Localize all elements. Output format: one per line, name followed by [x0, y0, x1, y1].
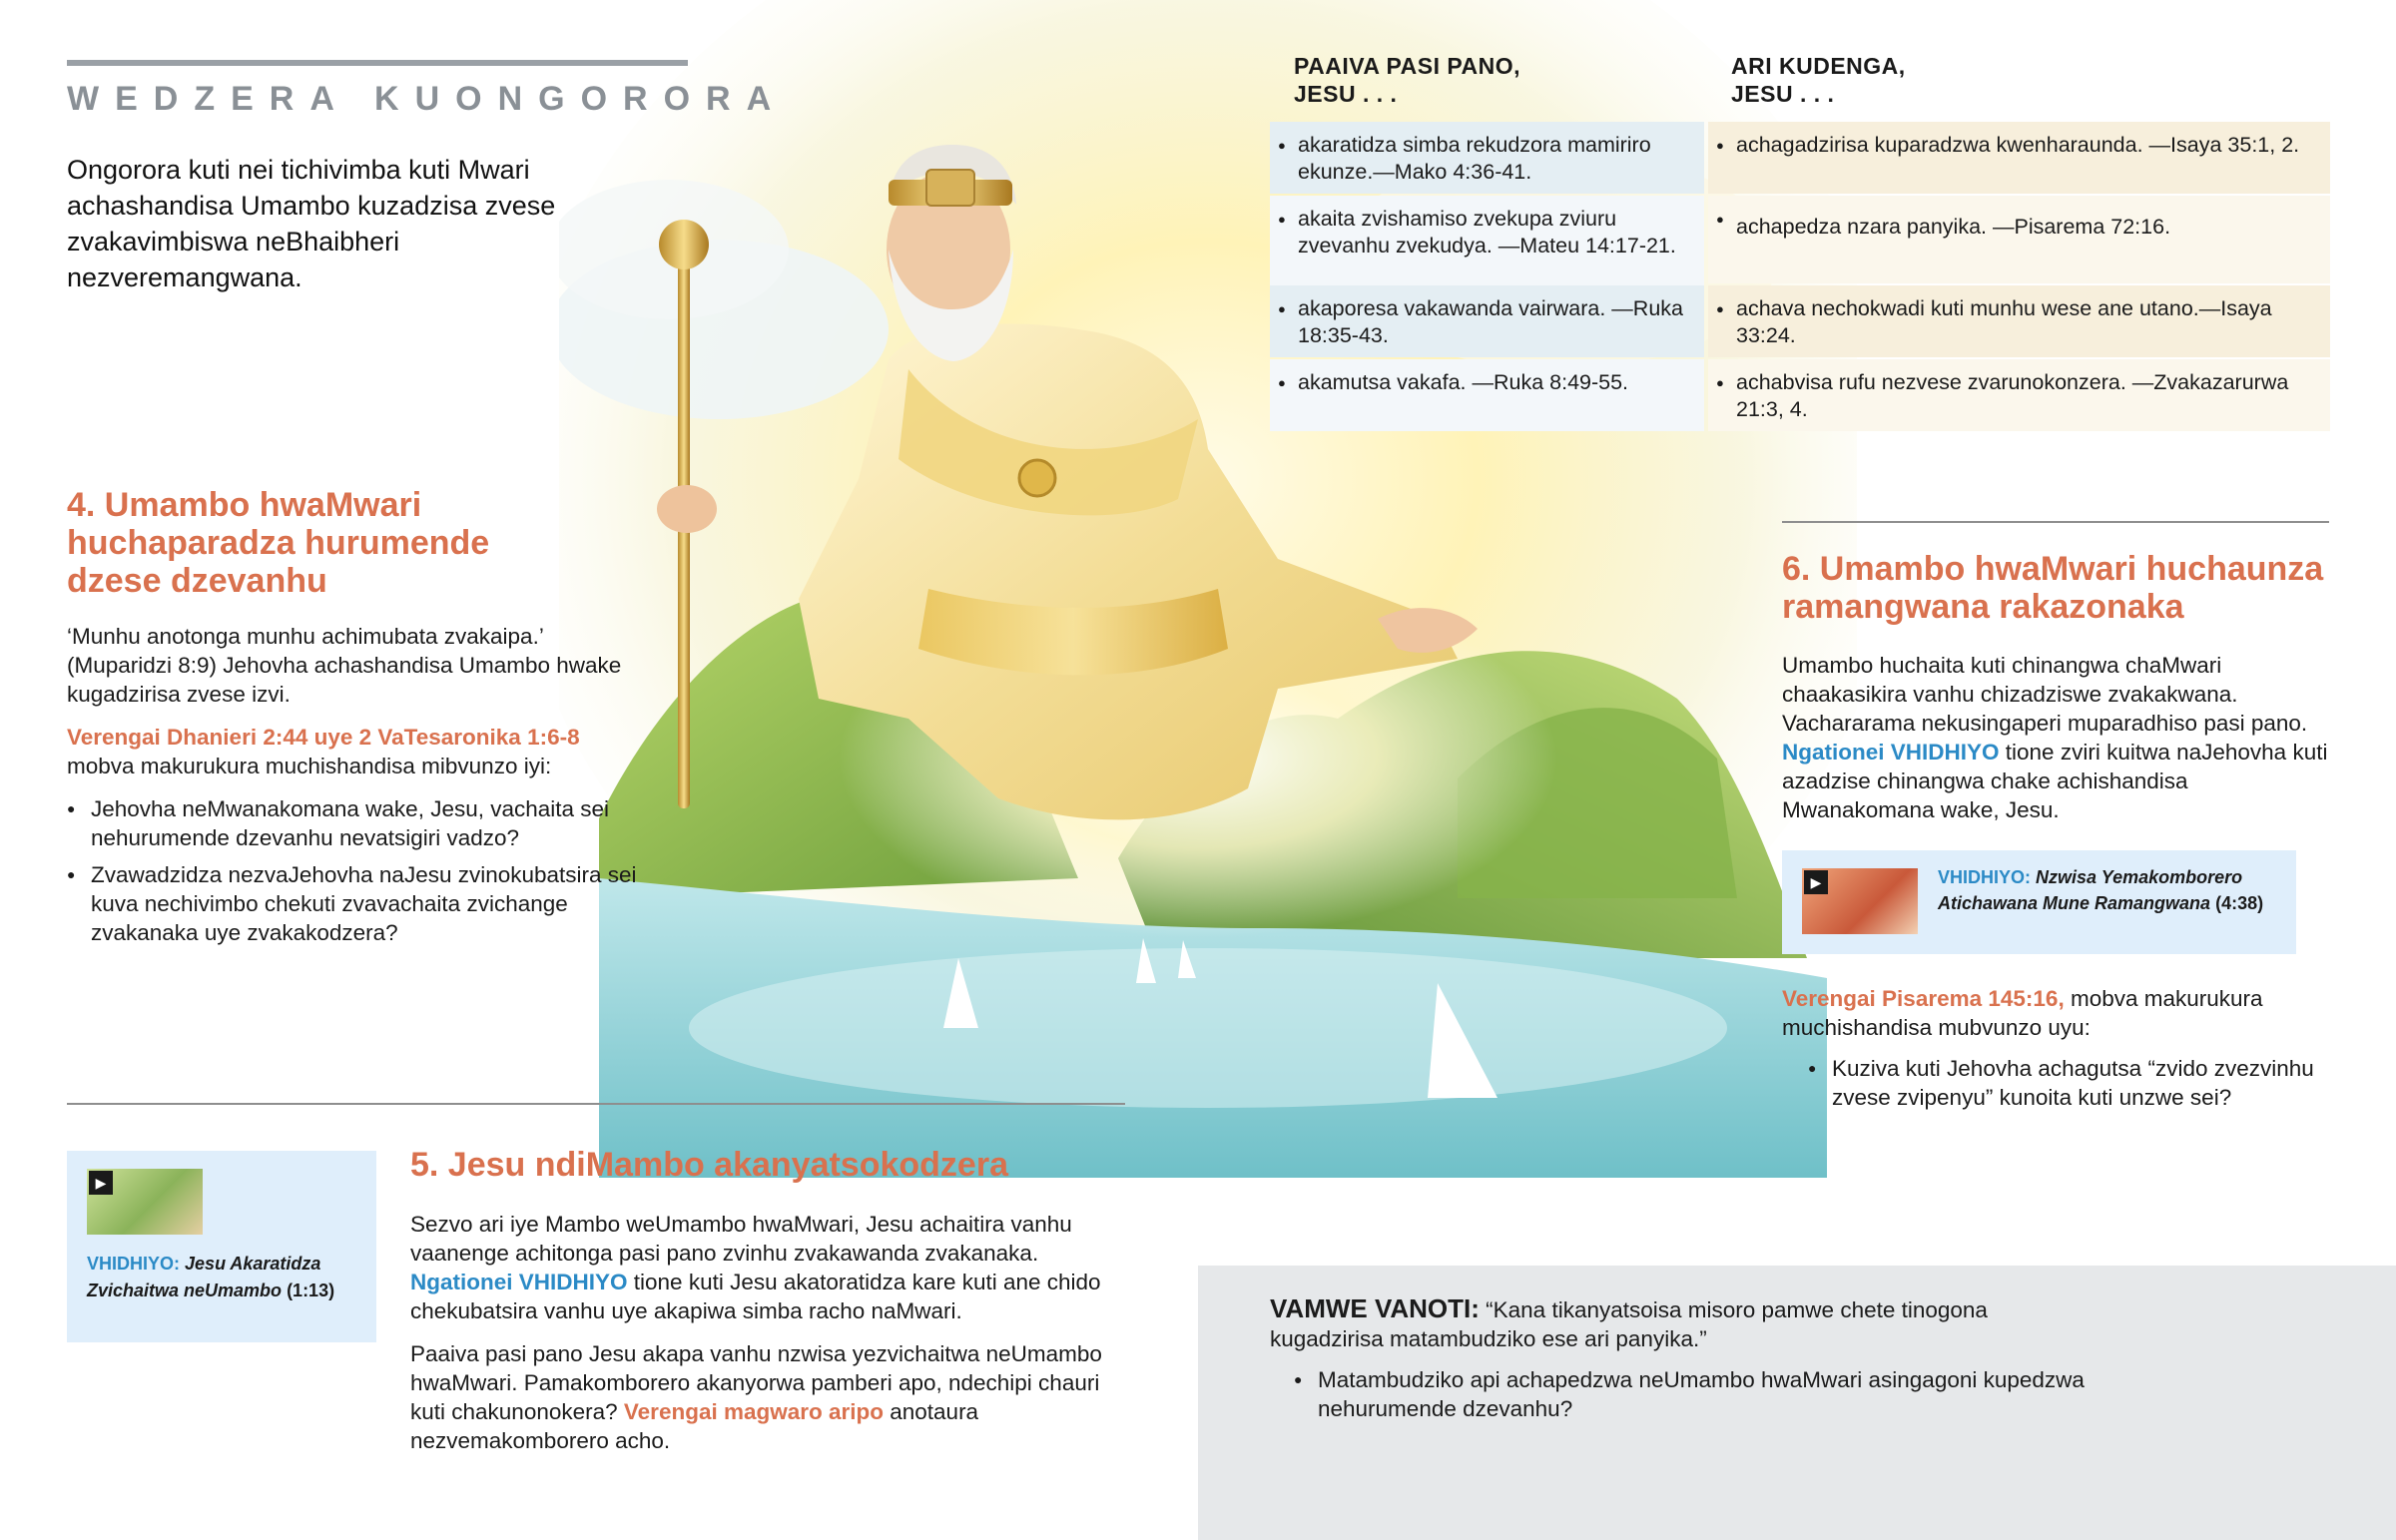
- video-thumbnail[interactable]: [87, 1169, 203, 1235]
- table-cell: ● akamutsa vakafa. —Ruka 8:49-55.: [1270, 359, 1704, 431]
- video-caption: VHIDHIYO: Jesu Akaratidza Zvichaitwa neUmambo (1:13): [87, 1254, 335, 1300]
- section-kicker: WEDZERA KUONGORORA: [67, 80, 788, 118]
- top-rule: [67, 60, 688, 66]
- section-6-questions: [1782, 1054, 2336, 1112]
- video-thumbnail[interactable]: [1802, 868, 1918, 934]
- question-item: ● Jehovha neMwanakomana wake, Jesu, vachaita sei nehurumende dzevanhu nevatsigiri vadzo?: [67, 794, 646, 852]
- scripture-link-psalm[interactable]: Verengai Pisarema 145:16,: [1782, 986, 2065, 1011]
- section-4-questions: [67, 794, 646, 947]
- section-5-body: [410, 1210, 1121, 1455]
- section-4-title: 4. Umambo hwaMwari huchaparadza hurumende dzese dzevanhu: [67, 486, 490, 600]
- video-link[interactable]: Ngationei VHIDHIYO: [410, 1270, 628, 1294]
- video-title: Nzwisa Yemakomborero Atichawana Mune Ramangwana: [1938, 867, 2243, 913]
- section-6-body: [1782, 651, 2336, 1120]
- table-cell: ● akaratidza simba rekudzora mamiriro ekunze.—Mako 4:36-41.: [1270, 122, 1704, 194]
- section-5-paragraph-2: Paaiva pasi pano Jesu akapa vanhu nzwisa yezvichaitwa neUmambo hwaMwari. Pamakomborero akanyorwa pamberi apo, ndechipi chauri kuti chakunonokera? Verengai magwaro aripo anotaura nezvemakomborero acho.: [410, 1341, 1102, 1453]
- others-say-questions: [1270, 1365, 2089, 1423]
- section-5-paragraph: Sezvo ari iye Mambo weUmambo hwaMwari, Jesu achaitira vanhu vaanenge achitonga pasi pano zvinhu zvakawanda zvakanaka. Ngationei VHIDHIYO tione kuti Jesu akatoratidza kare kuti ane chido chekubatsira vanhu uye akapiwa simba racho naMwari.: [410, 1212, 1101, 1323]
- column-header-heaven: ARI KUDENGA, JESU . . .: [1731, 53, 1906, 107]
- table-cell: ● akaporesa vakawanda vairwara. —Ruka 18:35-43.: [1270, 285, 1704, 357]
- table-cell: ● achava nechokwadi kuti munhu wese ane utano.—Isaya 33:24.: [1708, 285, 2330, 357]
- play-icon[interactable]: ▶: [1804, 870, 1828, 894]
- section-6-paragraph: Umambo huchaita kuti chinangwa chaMwari chaakasikira vanhu chizadziswe zvakakwana. Vachararama nekusingaperi muparadhiso pasi pano. Ngationei VHIDHIYO tione zviri kuitwa naJehovha kuti azadzise chinangwa chake achishandisa Mwanakomana wake, Jesu.: [1782, 653, 2328, 822]
- section-4-body: [67, 622, 646, 955]
- video-caption: VHIDHIYO: Nzwisa Yemakomborero Atichawana Mune Ramangwana (4:38): [1938, 867, 2264, 913]
- video-card-6[interactable]: [1782, 850, 2296, 954]
- section-5-rule: [67, 1103, 1125, 1105]
- comparison-table: [1270, 52, 2330, 431]
- others-say-body: [1270, 1294, 2089, 1431]
- others-say-label: VAMWE VANOTI:: [1270, 1293, 1480, 1323]
- section-4-paragraph: ‘Munhu anotonga munhu achimubata zvakaipa.’ (Muparidzi 8:9) Jehovha achashandisa Umambo hwake kugadzirisa zvese izvi.: [67, 624, 622, 707]
- section-5-title: 5. Jesu ndiMambo akanyatsokodzera: [410, 1146, 1008, 1184]
- section-4-reading-rest: mobva makurukura muchishandisa mibvunzo iyi:: [67, 754, 552, 778]
- question-item: ● Matambudziko api achapedzwa neUmambo hwaMwari asingagoni kupedzwa nehurumende dzevanhu?: [1294, 1365, 2089, 1423]
- table-cell: ● achapedza nzara panyika. —Pisarema 72:16.: [1708, 196, 2330, 283]
- question-item: ● Kuziva kuti Jehovha achagutsa “zvido zvezvinhu zvese zvipenyu” kunoita kuti unzwe sei?: [1808, 1054, 2336, 1112]
- section-6-rule: [1782, 521, 2329, 523]
- table-cell: ● akaita zvishamiso zvekupa zviuru zvevanhu zvekudya. —Mateu 14:17-21.: [1270, 196, 1704, 333]
- table-cell: ● achabvisa rufu nezvese zvarunokonzera. —Zvakazarurwa 21:3, 4.: [1708, 359, 2330, 431]
- section-6-reading: Verengai Pisarema 145:16, mobva makurukura muchishandisa mubvunzo uyu:: [1782, 986, 2263, 1040]
- scripture-link-daniel[interactable]: Verengai Dhanieri 2:44 uye 2 VaTesaronika 1:6-8: [67, 725, 580, 750]
- video-card-5[interactable]: [67, 1151, 376, 1342]
- question-item: ● Zvawadzidza nezvaJehovha naJesu zvinokubatsira sei kuva nechivimbo chekuti zvavachaita zvichange zvakanaka uye zvakakodzera?: [67, 860, 646, 947]
- others-say-quote: VAMWE VANOTI: “Kana tikanyatsoisa misoro pamwe chete tinogona kugadzirisa matambudziko ese ari panyika.”: [1270, 1293, 1988, 1351]
- section-6-title: 6. Umambo hwaMwari huchaunza ramangwana rakazonaka: [1782, 550, 2324, 626]
- column-header-earth: PAAIVA PASI PANO, JESU . . .: [1294, 53, 1521, 107]
- video-title: Jesu Akaratidza Zvichaitwa neUmambo: [87, 1254, 321, 1300]
- video-duration: (4:38): [2215, 893, 2264, 913]
- intro-text: Ongorora kuti nei tichivimba kuti Mwari achashandisa Umambo kuzadzisa zvese zvakavimbiswa neBhaibheri nezveremangwana.: [67, 155, 556, 292]
- play-icon[interactable]: ▶: [89, 1171, 113, 1195]
- section-4-reading: [67, 723, 646, 780]
- scripture-link-verses[interactable]: Verengai magwaro aripo: [623, 1399, 884, 1424]
- video-link[interactable]: Ngationei VHIDHIYO: [1782, 740, 2000, 765]
- table-cell: ● achagadzirisa kuparadzwa kwenharaunda. —Isaya 35:1, 2.: [1708, 122, 2330, 194]
- video-duration: (1:13): [287, 1281, 335, 1300]
